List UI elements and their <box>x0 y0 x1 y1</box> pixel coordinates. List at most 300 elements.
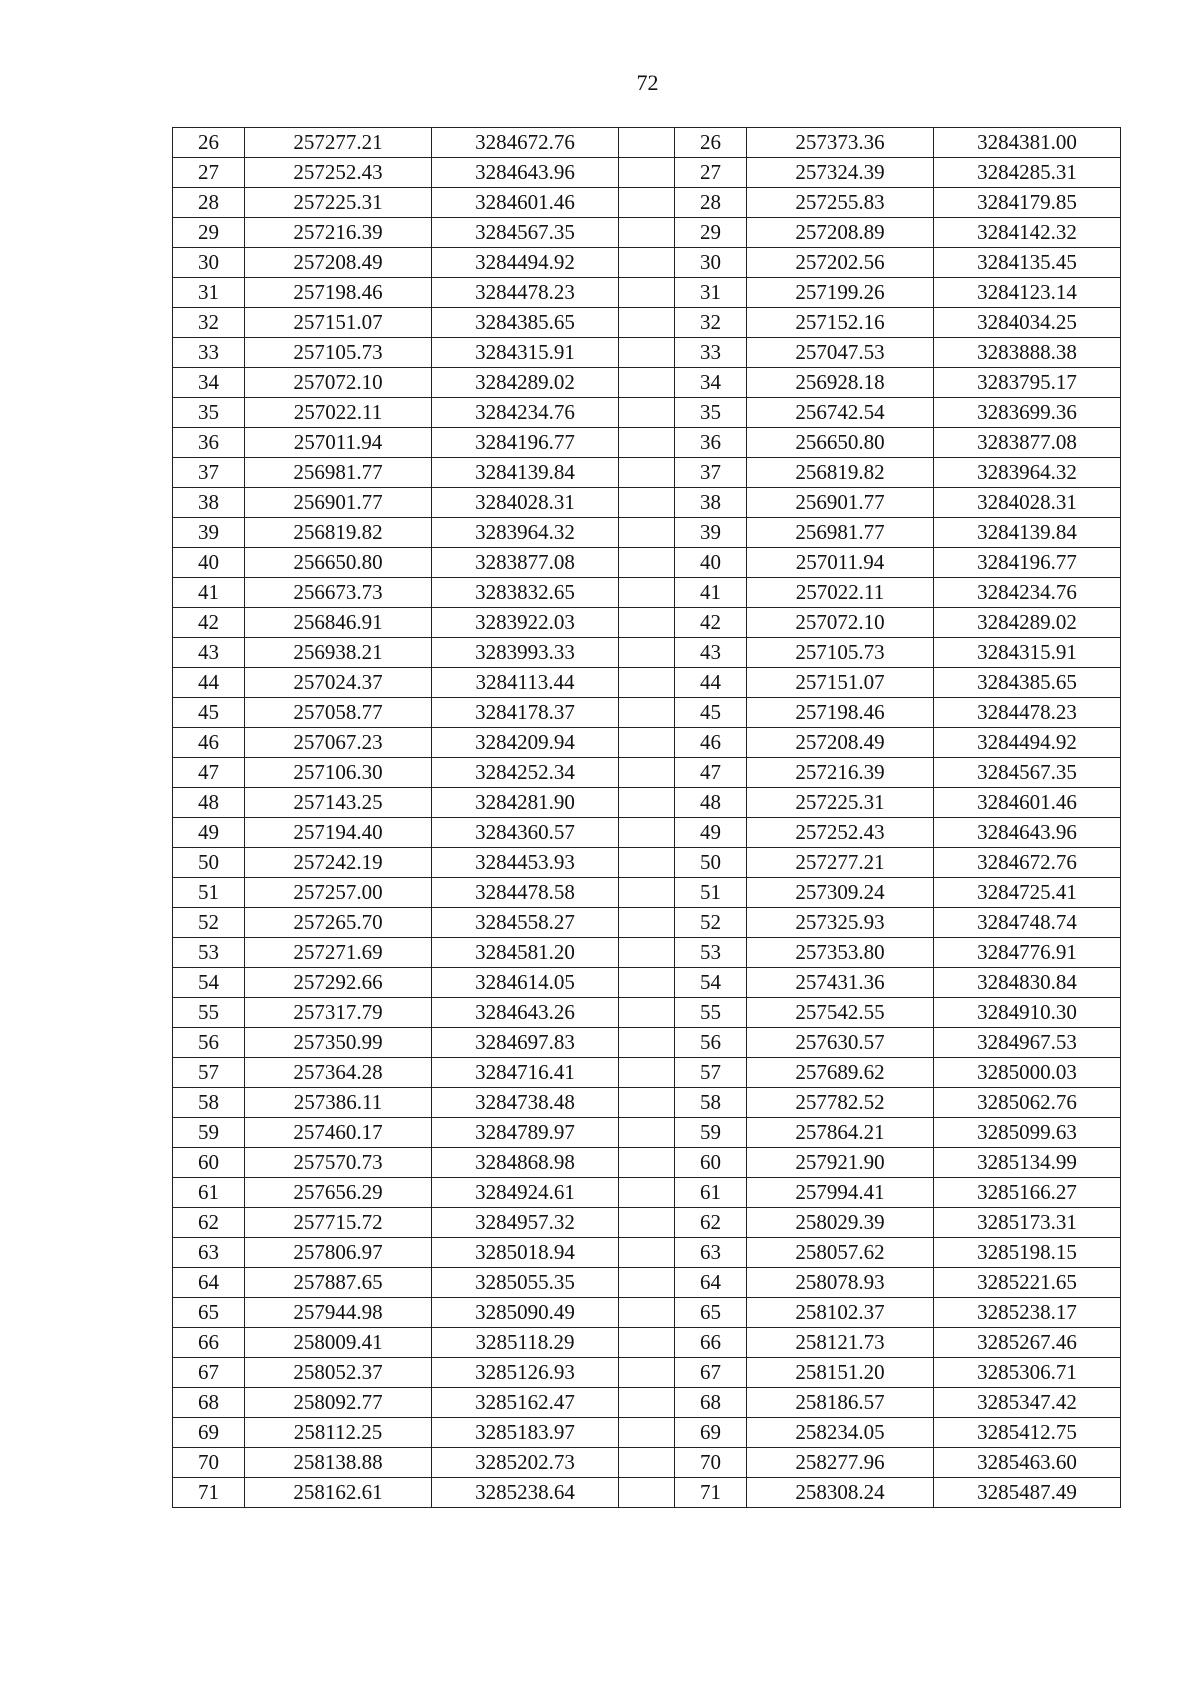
coordinates-table-body <box>173 128 1121 1508</box>
point-number-right: 66 <box>675 1328 747 1358</box>
y-coordinate-right: 3284830.84 <box>934 968 1121 998</box>
point-number-right: 40 <box>675 548 747 578</box>
x-coordinate-left: 256846.91 <box>245 608 432 638</box>
y-coordinate-right: 3285099.63 <box>934 1118 1121 1148</box>
table-row <box>173 548 1121 578</box>
point-number-left: 45 <box>173 698 245 728</box>
table-row <box>173 1358 1121 1388</box>
x-coordinate-left: 257265.70 <box>245 908 432 938</box>
point-number-left: 38 <box>173 488 245 518</box>
point-number-left: 34 <box>173 368 245 398</box>
table-row <box>173 878 1121 908</box>
x-coordinate-right: 257994.41 <box>747 1178 934 1208</box>
x-coordinate-left: 257024.37 <box>245 668 432 698</box>
y-coordinate-right: 3285134.99 <box>934 1148 1121 1178</box>
x-coordinate-left: 257072.10 <box>245 368 432 398</box>
x-coordinate-left: 258052.37 <box>245 1358 432 1388</box>
x-coordinate-right: 258234.05 <box>747 1418 934 1448</box>
y-coordinate-right: 3284234.76 <box>934 578 1121 608</box>
x-coordinate-left: 258009.41 <box>245 1328 432 1358</box>
point-number-right: 51 <box>675 878 747 908</box>
point-number-right: 52 <box>675 908 747 938</box>
x-coordinate-right: 258078.93 <box>747 1268 934 1298</box>
spacer-cell <box>619 1208 675 1238</box>
y-coordinate-right: 3284179.85 <box>934 188 1121 218</box>
y-coordinate-left: 3283877.08 <box>432 548 619 578</box>
y-coordinate-right: 3284967.53 <box>934 1028 1121 1058</box>
spacer-cell <box>619 428 675 458</box>
x-coordinate-right: 256981.77 <box>747 518 934 548</box>
y-coordinate-right: 3283888.38 <box>934 338 1121 368</box>
point-number-right: 37 <box>675 458 747 488</box>
point-number-right: 67 <box>675 1358 747 1388</box>
point-number-left: 50 <box>173 848 245 878</box>
spacer-cell <box>619 458 675 488</box>
spacer-cell <box>619 908 675 938</box>
y-coordinate-left: 3284868.98 <box>432 1148 619 1178</box>
spacer-cell <box>619 1118 675 1148</box>
y-coordinate-right: 3284725.41 <box>934 878 1121 908</box>
x-coordinate-left: 257715.72 <box>245 1208 432 1238</box>
table-row <box>173 1148 1121 1178</box>
y-coordinate-left: 3284209.94 <box>432 728 619 758</box>
x-coordinate-left: 257105.73 <box>245 338 432 368</box>
x-coordinate-left: 257944.98 <box>245 1298 432 1328</box>
x-coordinate-left: 257242.19 <box>245 848 432 878</box>
table-row <box>173 638 1121 668</box>
y-coordinate-left: 3284234.76 <box>432 398 619 428</box>
table-row <box>173 518 1121 548</box>
x-coordinate-left: 257011.94 <box>245 428 432 458</box>
y-coordinate-right: 3285306.71 <box>934 1358 1121 1388</box>
x-coordinate-left: 257271.69 <box>245 938 432 968</box>
table-row <box>173 488 1121 518</box>
x-coordinate-left: 257143.25 <box>245 788 432 818</box>
x-coordinate-right: 257252.43 <box>747 818 934 848</box>
point-number-left: 44 <box>173 668 245 698</box>
point-number-left: 59 <box>173 1118 245 1148</box>
point-number-right: 55 <box>675 998 747 1028</box>
point-number-right: 44 <box>675 668 747 698</box>
point-number-left: 41 <box>173 578 245 608</box>
y-coordinate-left: 3284614.05 <box>432 968 619 998</box>
point-number-right: 59 <box>675 1118 747 1148</box>
table-row <box>173 1298 1121 1328</box>
x-coordinate-right: 257202.56 <box>747 248 934 278</box>
table-row <box>173 1268 1121 1298</box>
y-coordinate-left: 3285055.35 <box>432 1268 619 1298</box>
x-coordinate-right: 257216.39 <box>747 758 934 788</box>
point-number-right: 63 <box>675 1238 747 1268</box>
y-coordinate-right: 3285000.03 <box>934 1058 1121 1088</box>
x-coordinate-right: 257011.94 <box>747 548 934 578</box>
y-coordinate-right: 3284567.35 <box>934 758 1121 788</box>
y-coordinate-left: 3284716.41 <box>432 1058 619 1088</box>
table-row <box>173 1118 1121 1148</box>
table-row <box>173 818 1121 848</box>
x-coordinate-left: 258092.77 <box>245 1388 432 1418</box>
table-row <box>173 158 1121 188</box>
point-number-right: 68 <box>675 1388 747 1418</box>
x-coordinate-right: 257198.46 <box>747 698 934 728</box>
point-number-left: 65 <box>173 1298 245 1328</box>
point-number-left: 55 <box>173 998 245 1028</box>
y-coordinate-left: 3283993.33 <box>432 638 619 668</box>
y-coordinate-right: 3284672.76 <box>934 848 1121 878</box>
spacer-cell <box>619 788 675 818</box>
x-coordinate-left: 258112.25 <box>245 1418 432 1448</box>
spacer-cell <box>619 398 675 428</box>
coordinates-table <box>172 127 1121 1508</box>
y-coordinate-right: 3284315.91 <box>934 638 1121 668</box>
x-coordinate-left: 257194.40 <box>245 818 432 848</box>
y-coordinate-left: 3284478.58 <box>432 878 619 908</box>
point-number-left: 61 <box>173 1178 245 1208</box>
y-coordinate-right: 3285412.75 <box>934 1418 1121 1448</box>
x-coordinate-left: 257277.21 <box>245 128 432 158</box>
x-coordinate-right: 258186.57 <box>747 1388 934 1418</box>
table-row <box>173 1208 1121 1238</box>
point-number-left: 71 <box>173 1478 245 1508</box>
x-coordinate-right: 257047.53 <box>747 338 934 368</box>
table-row <box>173 608 1121 638</box>
spacer-cell <box>619 488 675 518</box>
table-row <box>173 1448 1121 1478</box>
x-coordinate-right: 257431.36 <box>747 968 934 998</box>
y-coordinate-left: 3284113.44 <box>432 668 619 698</box>
spacer-cell <box>619 128 675 158</box>
point-number-right: 57 <box>675 1058 747 1088</box>
x-coordinate-left: 257208.49 <box>245 248 432 278</box>
x-coordinate-left: 257292.66 <box>245 968 432 998</box>
x-coordinate-right: 257277.21 <box>747 848 934 878</box>
y-coordinate-left: 3284252.34 <box>432 758 619 788</box>
point-number-right: 56 <box>675 1028 747 1058</box>
spacer-cell <box>619 218 675 248</box>
x-coordinate-left: 256650.80 <box>245 548 432 578</box>
spacer-cell <box>619 1358 675 1388</box>
point-number-left: 32 <box>173 308 245 338</box>
x-coordinate-right: 257208.89 <box>747 218 934 248</box>
point-number-right: 28 <box>675 188 747 218</box>
table-row <box>173 1028 1121 1058</box>
point-number-left: 63 <box>173 1238 245 1268</box>
point-number-left: 26 <box>173 128 245 158</box>
x-coordinate-right: 257152.16 <box>747 308 934 338</box>
table-row <box>173 398 1121 428</box>
y-coordinate-left: 3285238.64 <box>432 1478 619 1508</box>
table-row <box>173 668 1121 698</box>
y-coordinate-right: 3284028.31 <box>934 488 1121 518</box>
y-coordinate-left: 3284567.35 <box>432 218 619 248</box>
spacer-cell <box>619 1418 675 1448</box>
x-coordinate-right: 257325.93 <box>747 908 934 938</box>
y-coordinate-left: 3284789.97 <box>432 1118 619 1148</box>
y-coordinate-left: 3284957.32 <box>432 1208 619 1238</box>
x-coordinate-left: 257022.11 <box>245 398 432 428</box>
x-coordinate-left: 257570.73 <box>245 1148 432 1178</box>
x-coordinate-left: 257067.23 <box>245 728 432 758</box>
y-coordinate-left: 3284643.96 <box>432 158 619 188</box>
spacer-cell <box>619 878 675 908</box>
point-number-right: 26 <box>675 128 747 158</box>
point-number-right: 34 <box>675 368 747 398</box>
y-coordinate-left: 3285162.47 <box>432 1388 619 1418</box>
spacer-cell <box>619 1238 675 1268</box>
spacer-cell <box>619 1298 675 1328</box>
y-coordinate-left: 3284178.37 <box>432 698 619 728</box>
point-number-left: 48 <box>173 788 245 818</box>
point-number-right: 62 <box>675 1208 747 1238</box>
y-coordinate-right: 3284643.96 <box>934 818 1121 848</box>
point-number-left: 49 <box>173 818 245 848</box>
point-number-left: 67 <box>173 1358 245 1388</box>
y-coordinate-left: 3284028.31 <box>432 488 619 518</box>
y-coordinate-left: 3284315.91 <box>432 338 619 368</box>
y-coordinate-left: 3284697.83 <box>432 1028 619 1058</box>
point-number-left: 51 <box>173 878 245 908</box>
point-number-left: 53 <box>173 938 245 968</box>
point-number-right: 49 <box>675 818 747 848</box>
table-row <box>173 1238 1121 1268</box>
x-coordinate-right: 258057.62 <box>747 1238 934 1268</box>
x-coordinate-left: 257386.11 <box>245 1088 432 1118</box>
table-row <box>173 278 1121 308</box>
y-coordinate-left: 3284494.92 <box>432 248 619 278</box>
point-number-right: 71 <box>675 1478 747 1508</box>
point-number-right: 45 <box>675 698 747 728</box>
y-coordinate-right: 3284910.30 <box>934 998 1121 1028</box>
y-coordinate-right: 3285347.42 <box>934 1388 1121 1418</box>
x-coordinate-right: 257373.36 <box>747 128 934 158</box>
spacer-cell <box>619 1328 675 1358</box>
x-coordinate-left: 256938.21 <box>245 638 432 668</box>
y-coordinate-right: 3285463.60 <box>934 1448 1121 1478</box>
y-coordinate-right: 3284285.31 <box>934 158 1121 188</box>
spacer-cell <box>619 1388 675 1418</box>
spacer-cell <box>619 1448 675 1478</box>
y-coordinate-right: 3284381.00 <box>934 128 1121 158</box>
spacer-cell <box>619 698 675 728</box>
point-number-right: 70 <box>675 1448 747 1478</box>
x-coordinate-right: 256819.82 <box>747 458 934 488</box>
x-coordinate-right: 257199.26 <box>747 278 934 308</box>
y-coordinate-right: 3284289.02 <box>934 608 1121 638</box>
y-coordinate-left: 3285183.97 <box>432 1418 619 1448</box>
point-number-right: 31 <box>675 278 747 308</box>
y-coordinate-right: 3285173.31 <box>934 1208 1121 1238</box>
point-number-right: 54 <box>675 968 747 998</box>
x-coordinate-left: 257317.79 <box>245 998 432 1028</box>
x-coordinate-right: 257151.07 <box>747 668 934 698</box>
y-coordinate-right: 3283699.36 <box>934 398 1121 428</box>
x-coordinate-left: 257225.31 <box>245 188 432 218</box>
point-number-left: 46 <box>173 728 245 758</box>
x-coordinate-left: 257252.43 <box>245 158 432 188</box>
spacer-cell <box>619 1028 675 1058</box>
point-number-left: 40 <box>173 548 245 578</box>
table-row <box>173 188 1121 218</box>
spacer-cell <box>619 548 675 578</box>
page-number: 72 <box>636 70 659 95</box>
point-number-left: 31 <box>173 278 245 308</box>
point-number-right: 48 <box>675 788 747 818</box>
y-coordinate-right: 3283795.17 <box>934 368 1121 398</box>
point-number-left: 37 <box>173 458 245 488</box>
point-number-right: 36 <box>675 428 747 458</box>
spacer-cell <box>619 1268 675 1298</box>
y-coordinate-right: 3285062.76 <box>934 1088 1121 1118</box>
point-number-left: 43 <box>173 638 245 668</box>
point-number-left: 58 <box>173 1088 245 1118</box>
point-number-left: 69 <box>173 1418 245 1448</box>
x-coordinate-right: 257921.90 <box>747 1148 934 1178</box>
point-number-right: 53 <box>675 938 747 968</box>
point-number-right: 60 <box>675 1148 747 1178</box>
point-number-right: 39 <box>675 518 747 548</box>
x-coordinate-left: 257151.07 <box>245 308 432 338</box>
spacer-cell <box>619 368 675 398</box>
spacer-cell <box>619 1148 675 1178</box>
table-row <box>173 788 1121 818</box>
table-row <box>173 1178 1121 1208</box>
table-row <box>173 848 1121 878</box>
x-coordinate-right: 257225.31 <box>747 788 934 818</box>
x-coordinate-right: 257353.80 <box>747 938 934 968</box>
table-row <box>173 938 1121 968</box>
y-coordinate-right: 3284139.84 <box>934 518 1121 548</box>
y-coordinate-right: 3285238.17 <box>934 1298 1121 1328</box>
point-number-left: 39 <box>173 518 245 548</box>
y-coordinate-left: 3283832.65 <box>432 578 619 608</box>
spacer-cell <box>619 578 675 608</box>
point-number-right: 33 <box>675 338 747 368</box>
point-number-right: 65 <box>675 1298 747 1328</box>
point-number-left: 35 <box>173 398 245 428</box>
x-coordinate-right: 256742.54 <box>747 398 934 428</box>
y-coordinate-left: 3284924.61 <box>432 1178 619 1208</box>
x-coordinate-left: 257058.77 <box>245 698 432 728</box>
table-row <box>173 728 1121 758</box>
y-coordinate-left: 3284601.46 <box>432 188 619 218</box>
point-number-left: 66 <box>173 1328 245 1358</box>
table-row <box>173 1478 1121 1508</box>
x-coordinate-right: 257072.10 <box>747 608 934 638</box>
x-coordinate-right: 257255.83 <box>747 188 934 218</box>
point-number-left: 52 <box>173 908 245 938</box>
y-coordinate-right: 3284494.92 <box>934 728 1121 758</box>
x-coordinate-right: 258121.73 <box>747 1328 934 1358</box>
y-coordinate-right: 3284034.25 <box>934 308 1121 338</box>
point-number-right: 58 <box>675 1088 747 1118</box>
table-row <box>173 1088 1121 1118</box>
table-row <box>173 908 1121 938</box>
table-row <box>173 578 1121 608</box>
x-coordinate-right: 257105.73 <box>747 638 934 668</box>
y-coordinate-left: 3284453.93 <box>432 848 619 878</box>
x-coordinate-right: 258277.96 <box>747 1448 934 1478</box>
spacer-cell <box>619 158 675 188</box>
table-row <box>173 1058 1121 1088</box>
x-coordinate-left: 257460.17 <box>245 1118 432 1148</box>
y-coordinate-right: 3284601.46 <box>934 788 1121 818</box>
x-coordinate-left: 257216.39 <box>245 218 432 248</box>
y-coordinate-left: 3284558.27 <box>432 908 619 938</box>
y-coordinate-left: 3285126.93 <box>432 1358 619 1388</box>
point-number-right: 50 <box>675 848 747 878</box>
x-coordinate-right: 258151.20 <box>747 1358 934 1388</box>
x-coordinate-right: 257630.57 <box>747 1028 934 1058</box>
y-coordinate-left: 3283964.32 <box>432 518 619 548</box>
x-coordinate-right: 256901.77 <box>747 488 934 518</box>
table-row <box>173 128 1121 158</box>
y-coordinate-right: 3284385.65 <box>934 668 1121 698</box>
x-coordinate-right: 257022.11 <box>747 578 934 608</box>
y-coordinate-right: 3283964.32 <box>934 458 1121 488</box>
point-number-right: 35 <box>675 398 747 428</box>
y-coordinate-right: 3285221.65 <box>934 1268 1121 1298</box>
y-coordinate-right: 3284748.74 <box>934 908 1121 938</box>
x-coordinate-right: 257542.55 <box>747 998 934 1028</box>
table-row <box>173 338 1121 368</box>
spacer-cell <box>619 1178 675 1208</box>
x-coordinate-left: 257656.29 <box>245 1178 432 1208</box>
x-coordinate-right: 258102.37 <box>747 1298 934 1328</box>
y-coordinate-left: 3284281.90 <box>432 788 619 818</box>
y-coordinate-left: 3284385.65 <box>432 308 619 338</box>
y-coordinate-right: 3285166.27 <box>934 1178 1121 1208</box>
y-coordinate-right: 3285198.15 <box>934 1238 1121 1268</box>
point-number-left: 42 <box>173 608 245 638</box>
point-number-right: 43 <box>675 638 747 668</box>
spacer-cell <box>619 278 675 308</box>
y-coordinate-left: 3284289.02 <box>432 368 619 398</box>
x-coordinate-left: 256673.73 <box>245 578 432 608</box>
point-number-left: 30 <box>173 248 245 278</box>
spacer-cell <box>619 818 675 848</box>
x-coordinate-right: 258308.24 <box>747 1478 934 1508</box>
y-coordinate-left: 3285118.29 <box>432 1328 619 1358</box>
point-number-left: 68 <box>173 1388 245 1418</box>
point-number-left: 36 <box>173 428 245 458</box>
y-coordinate-right: 3284196.77 <box>934 548 1121 578</box>
point-number-left: 64 <box>173 1268 245 1298</box>
spacer-cell <box>619 758 675 788</box>
x-coordinate-right: 258029.39 <box>747 1208 934 1238</box>
y-coordinate-left: 3285018.94 <box>432 1238 619 1268</box>
y-coordinate-left: 3285202.73 <box>432 1448 619 1478</box>
spacer-cell <box>619 338 675 368</box>
y-coordinate-left: 3284672.76 <box>432 128 619 158</box>
y-coordinate-right: 3285487.49 <box>934 1478 1121 1508</box>
point-number-left: 33 <box>173 338 245 368</box>
table-row <box>173 218 1121 248</box>
table-row <box>173 1418 1121 1448</box>
x-coordinate-left: 258162.61 <box>245 1478 432 1508</box>
spacer-cell <box>619 308 675 338</box>
y-coordinate-right: 3284478.23 <box>934 698 1121 728</box>
x-coordinate-right: 256650.80 <box>747 428 934 458</box>
spacer-cell <box>619 848 675 878</box>
point-number-right: 61 <box>675 1178 747 1208</box>
y-coordinate-right: 3283877.08 <box>934 428 1121 458</box>
y-coordinate-left: 3284581.20 <box>432 938 619 968</box>
x-coordinate-left: 257887.65 <box>245 1268 432 1298</box>
x-coordinate-left: 256819.82 <box>245 518 432 548</box>
point-number-left: 60 <box>173 1148 245 1178</box>
x-coordinate-left: 257364.28 <box>245 1058 432 1088</box>
spacer-cell <box>619 188 675 218</box>
